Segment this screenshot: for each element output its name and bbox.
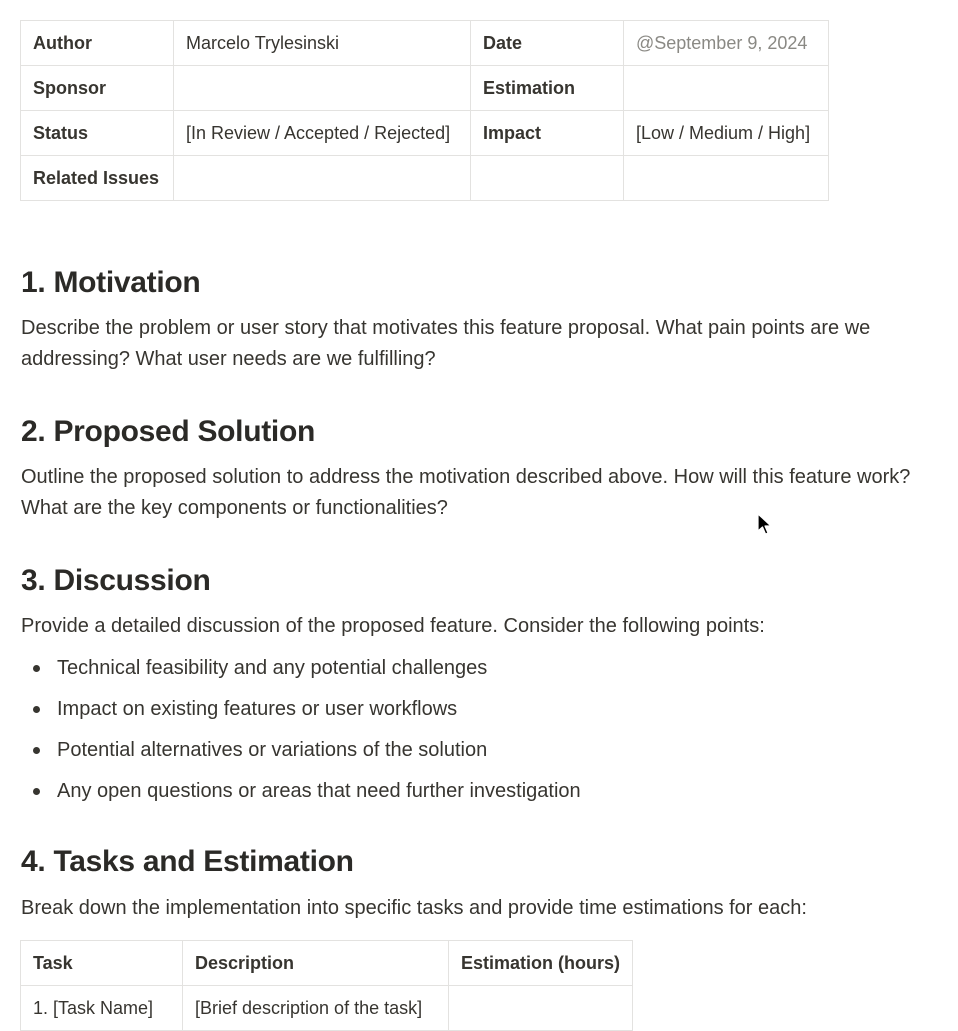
bullet-icon xyxy=(33,747,40,754)
table-row xyxy=(21,111,829,156)
table-cell[interactable] xyxy=(624,156,829,201)
table-row xyxy=(21,156,829,201)
estimation-value[interactable] xyxy=(624,66,829,111)
list-item[interactable] xyxy=(21,778,581,819)
sponsor-value[interactable] xyxy=(174,66,471,111)
mouse-pointer-icon xyxy=(757,513,773,537)
list-item-text: Technical feasibility and any potential challenges xyxy=(57,657,488,679)
property-label: Status xyxy=(21,111,174,156)
list-item[interactable] xyxy=(21,655,581,696)
discussion-heading: 3. Discussion xyxy=(21,564,211,597)
proposed-solution-heading: 2. Proposed Solution xyxy=(21,415,316,448)
date-mention[interactable]: @September 9, 2024 xyxy=(624,21,829,66)
author-value[interactable]: Marcelo Trylesinski xyxy=(174,21,471,66)
table-row xyxy=(21,21,829,66)
property-label: Sponsor xyxy=(21,66,174,111)
list-item[interactable] xyxy=(21,737,581,778)
list-item-text: Impact on existing features or user workflows xyxy=(57,698,458,720)
discussion-text[interactable]: Provide a detailed discussion of the proposed feature. Consider the following points: xyxy=(21,615,765,637)
motivation-heading: 1. Motivation xyxy=(21,266,201,299)
motivation-text[interactable]: Describe the problem or user story that motivates this feature proposal. What pain points are we addressing? What user needs are we fulfilling? xyxy=(21,317,871,370)
column-header-description[interactable]: Description xyxy=(183,941,449,986)
tasks-text[interactable]: Break down the implementation into specific tasks and provide time estimations for each: xyxy=(21,897,807,919)
property-label: Author xyxy=(21,21,174,66)
discussion-points-list xyxy=(21,655,581,819)
list-item[interactable] xyxy=(21,696,581,737)
list-item-text: Potential alternatives or variations of the solution xyxy=(57,739,488,761)
impact-value[interactable]: [Low / Medium / High] xyxy=(624,111,829,156)
list-item-text: Any open questions or areas that need further investigation xyxy=(57,780,581,802)
bullet-icon xyxy=(33,788,40,795)
properties-table xyxy=(20,20,829,201)
table-header-row xyxy=(21,941,633,986)
column-header-task[interactable]: Task xyxy=(21,941,183,986)
property-label: Date xyxy=(471,21,624,66)
tasks-table xyxy=(20,940,633,1031)
tasks-heading: 4. Tasks and Estimation xyxy=(21,845,354,878)
related-issues-value[interactable] xyxy=(174,156,471,201)
task-description-cell[interactable]: [Brief description of the task] xyxy=(183,986,449,1031)
property-label: Estimation xyxy=(471,66,624,111)
table-row xyxy=(21,66,829,111)
property-label: Related Issues xyxy=(21,156,174,201)
task-name-cell[interactable]: 1. [Task Name] xyxy=(21,986,183,1031)
bullet-icon xyxy=(33,706,40,713)
bullet-icon xyxy=(33,665,40,672)
column-header-estimation[interactable]: Estimation (hours) xyxy=(449,941,633,986)
status-value[interactable]: [In Review / Accepted / Rejected] xyxy=(174,111,471,156)
table-cell[interactable] xyxy=(471,156,624,201)
proposed-solution-text[interactable]: Outline the proposed solution to address the motivation described above. How will this feature work? What are the key components or functionalities? xyxy=(21,466,911,519)
property-label: Impact xyxy=(471,111,624,156)
